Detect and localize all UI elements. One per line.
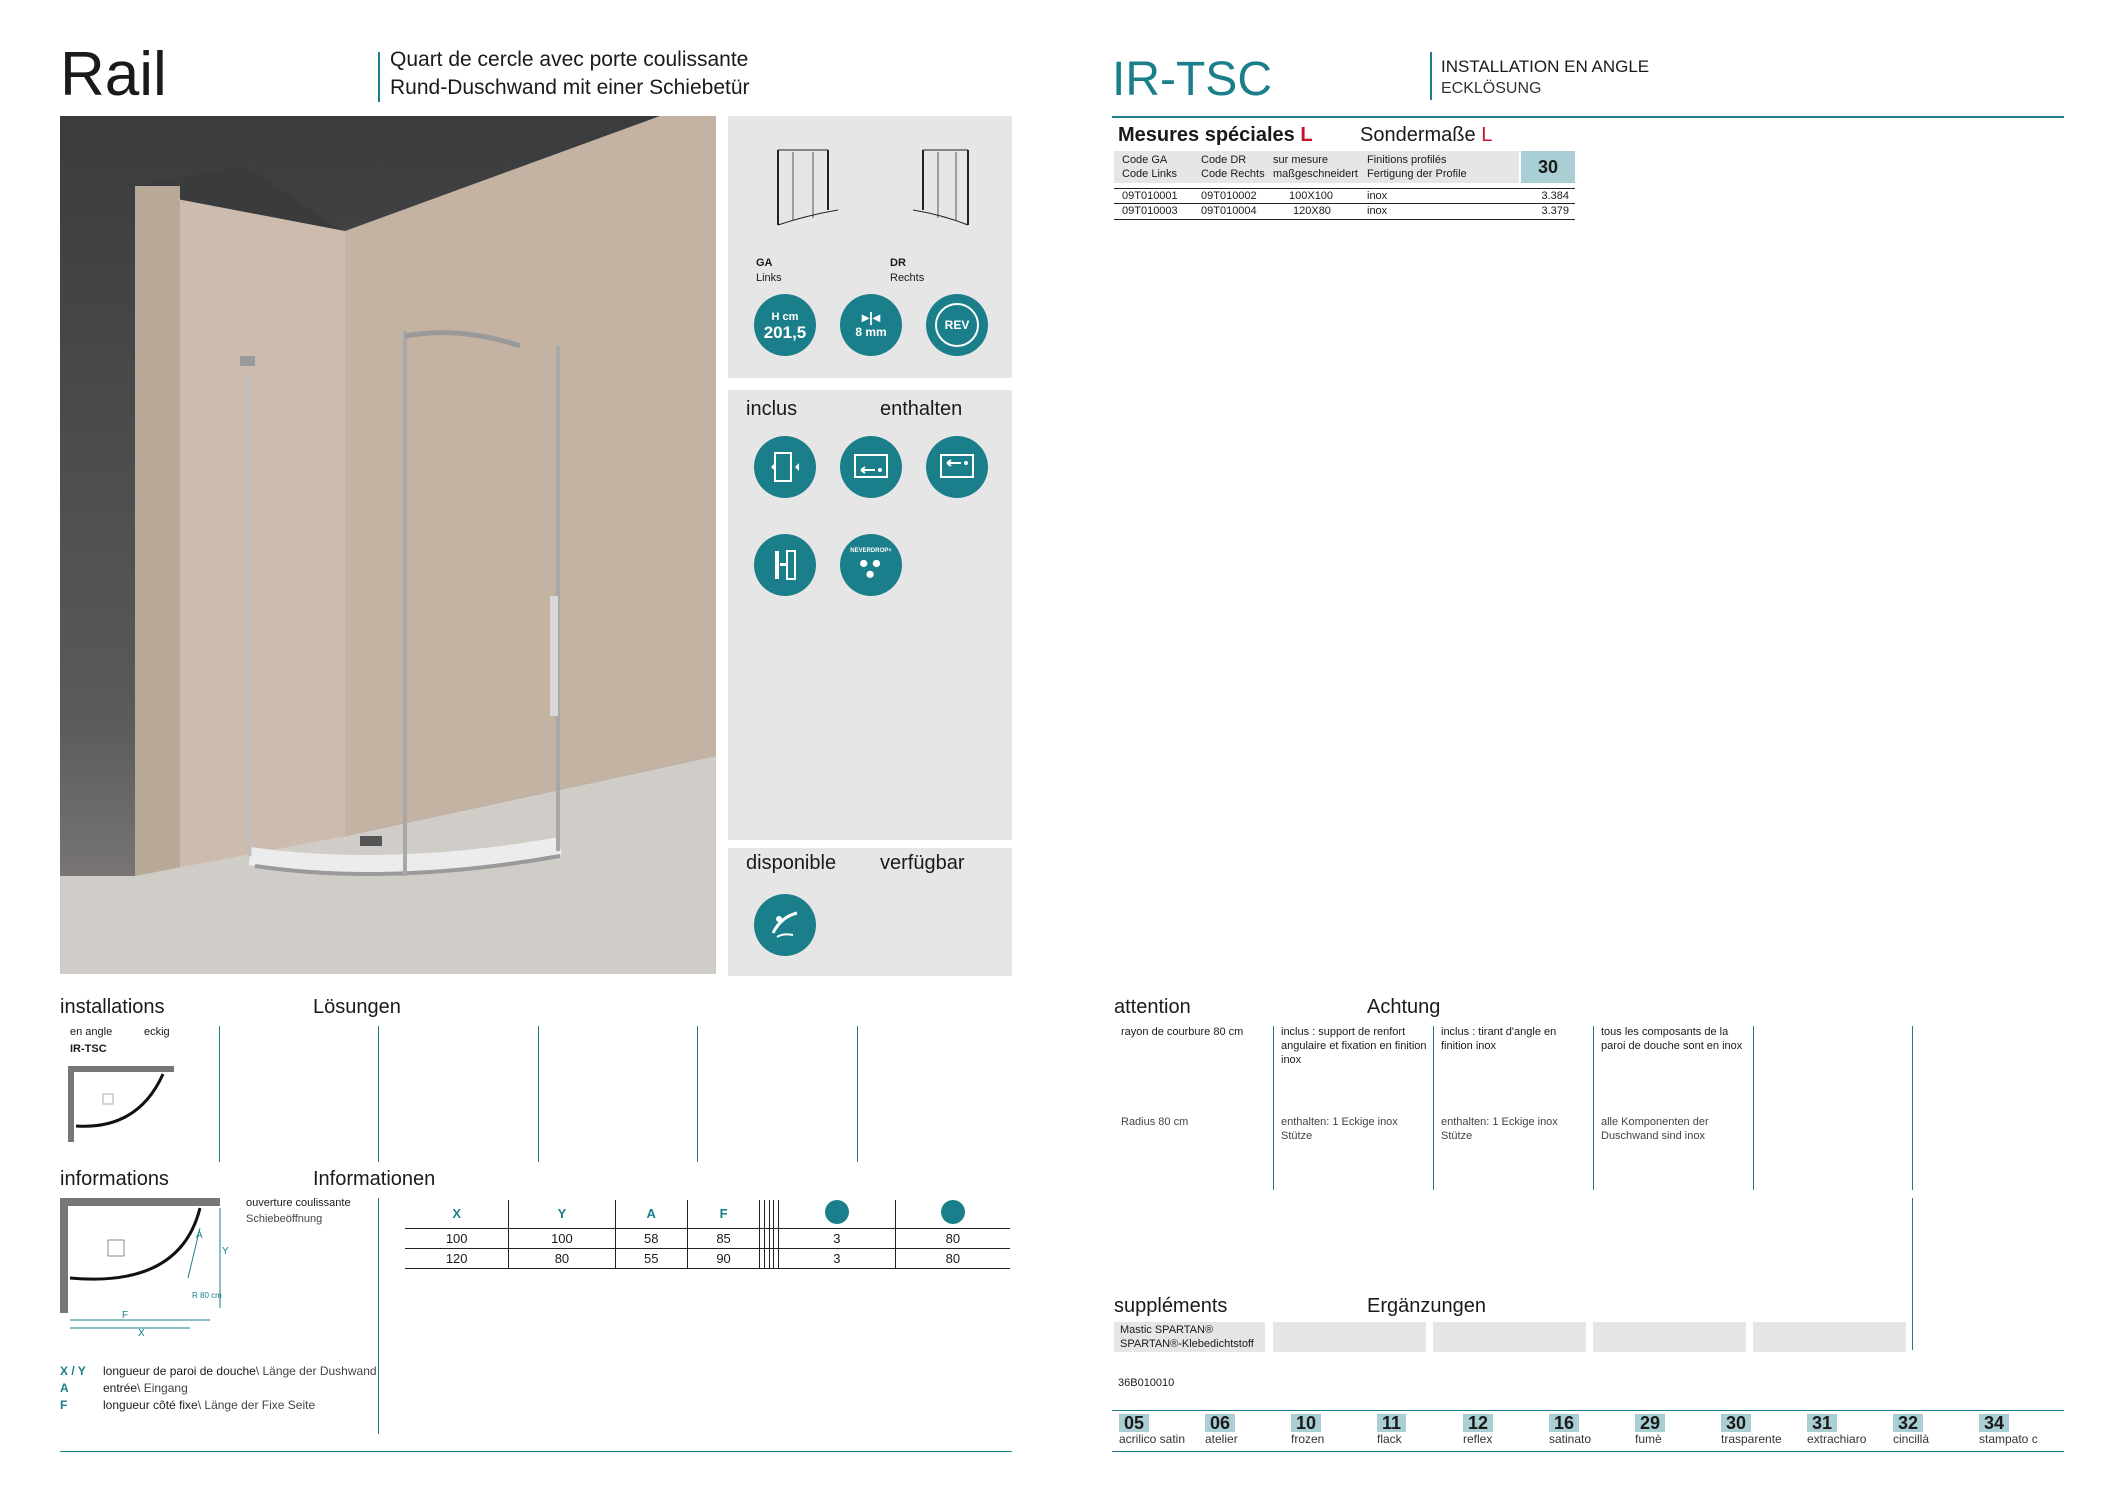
finish-number: 31	[1807, 1414, 1837, 1432]
reversible-icon	[926, 294, 988, 356]
col-y: Y	[509, 1200, 615, 1228]
mesures-title-de	[1360, 124, 1492, 147]
col-a: A	[615, 1200, 687, 1228]
title-divider	[378, 52, 380, 102]
attention-de: enthalten: 1 Eckige inox Stütze	[1441, 1116, 1558, 1142]
attention-fr: rayon de courbure 80 cm	[1121, 1026, 1244, 1038]
height-icon-value: 201,5	[763, 323, 807, 342]
glass-thickness-icon: ▸|◂ 8 mm	[840, 294, 902, 356]
cell: 120X80	[1293, 205, 1331, 217]
right-header-line	[1112, 116, 2064, 118]
mesures-de-suffix: L	[1481, 124, 1493, 146]
orientation-ga-label: Links	[756, 272, 782, 284]
profile-wall-icon	[840, 436, 902, 498]
install-divider-1	[219, 1026, 220, 1162]
left-orientation-icon	[768, 140, 848, 240]
col-f: F	[687, 1200, 759, 1228]
supplement-slot-2	[1273, 1322, 1426, 1352]
diagram-label-y: Y	[222, 1246, 229, 1257]
neverdrop-label: NEVERDROP+	[850, 548, 892, 554]
finish-code-cell: 30	[1521, 151, 1575, 183]
shower-enclosure-image	[60, 116, 716, 974]
finish-label: acrilico satin	[1119, 1432, 1186, 1446]
orientation-ga-code: GA	[756, 257, 773, 269]
attention-de: enthalten: 1 Eckige inox Stütze	[1281, 1116, 1398, 1142]
finish-number: 34	[1979, 1414, 2009, 1432]
supplements-divider	[1912, 1198, 1913, 1350]
attention-fr: inclus : tirant d'angle en finition inox	[1441, 1026, 1557, 1052]
legend-de: \ Länge der Fixe Seite	[197, 1398, 316, 1412]
table-row	[1114, 188, 1575, 204]
attention-divider-5	[1912, 1026, 1913, 1190]
cleaning-icon	[754, 894, 816, 956]
install-type-fr: INSTALLATION EN ANGLE	[1441, 57, 1650, 76]
cell: 80	[895, 1248, 1010, 1268]
finishes-top-line	[1112, 1410, 2064, 1411]
finish-number: 06	[1205, 1414, 1235, 1432]
th-line2: Code Links	[1122, 168, 1178, 180]
mesures-de-text: Sondermaße	[1360, 124, 1476, 146]
finish-label: flack	[1377, 1432, 1402, 1446]
col-glass-icon	[778, 1200, 895, 1228]
dimension-diagram	[60, 1198, 240, 1338]
finish-label: fumè	[1635, 1432, 1662, 1446]
table-row	[405, 1248, 1010, 1268]
disponible-title-de: verfügbar	[880, 852, 965, 874]
attention-col-1	[1121, 1025, 1271, 1129]
height-icon-unit: H cm	[771, 311, 799, 323]
attention-de: Radius 80 cm	[1121, 1116, 1189, 1128]
legend-key: F	[60, 1398, 68, 1412]
install-divider-3	[538, 1026, 539, 1162]
finish-number: 30	[1721, 1414, 1751, 1432]
mesures-fr-suffix: L	[1300, 124, 1313, 146]
cell: 120	[445, 1250, 468, 1266]
neverdrop-icon	[840, 534, 902, 596]
supplement-code: 36B010010	[1118, 1377, 1175, 1389]
th-line1: Code GA	[1122, 154, 1168, 166]
finish-label: cincillà	[1893, 1432, 1930, 1446]
attention-title-fr: attention	[1114, 996, 1191, 1018]
finish-number: 11	[1377, 1414, 1406, 1432]
installations-title-de: Lösungen	[313, 996, 401, 1018]
profile-corner-icon	[926, 436, 988, 498]
legend-row	[60, 1398, 380, 1413]
finish-number: 12	[1463, 1414, 1493, 1432]
finish-label: frozen	[1291, 1432, 1325, 1446]
opening-de: Schiebeöffnung	[246, 1213, 323, 1225]
cell: 09T010002	[1201, 190, 1257, 202]
legend-de: \ Eingang	[137, 1381, 188, 1395]
cell: 100	[445, 1230, 468, 1246]
orientation-dr-code: DR	[890, 257, 906, 269]
cell: 55	[615, 1248, 687, 1268]
cell: 80	[509, 1248, 615, 1268]
info-table	[405, 1200, 1010, 1269]
install-corner-diagram	[68, 1066, 178, 1146]
cell: 80	[895, 1228, 1010, 1248]
cell: 3	[778, 1228, 895, 1248]
supplement-slot-3	[1433, 1322, 1586, 1352]
legend-fr: longueur de paroi de douche	[103, 1364, 256, 1378]
installations-title-fr: installations	[60, 996, 165, 1018]
install-divider-2	[378, 1026, 379, 1162]
legend-key: X / Y	[60, 1364, 86, 1378]
legend-row	[60, 1364, 380, 1379]
supplement-slot-5	[1753, 1322, 1906, 1352]
attention-col-4	[1601, 1025, 1751, 1143]
finish-number: 29	[1635, 1414, 1665, 1432]
cell: 3	[778, 1248, 895, 1268]
disponible-panel	[728, 848, 1012, 976]
attention-col-2	[1281, 1025, 1431, 1143]
diagram-label-f: F	[122, 1310, 129, 1321]
legend-de: \ Länge der Dushwand	[255, 1364, 377, 1378]
legend-fr: entrée	[103, 1381, 138, 1395]
install-divider-5	[857, 1026, 858, 1162]
col-weight-icon	[895, 1200, 1010, 1228]
finish-number: 05	[1119, 1414, 1149, 1432]
th-line2: maßgeschneidert	[1273, 168, 1358, 180]
th-finish	[1367, 153, 1467, 181]
subtitle-fr: Quart de cercle avec porte coulissante	[390, 48, 749, 71]
attention-divider-3	[1593, 1026, 1594, 1190]
attention-de: alle Komponenten der Duschwand sind inox	[1601, 1116, 1709, 1142]
code-divider	[1430, 52, 1432, 100]
th-code-dr	[1201, 153, 1265, 181]
right-orientation-icon	[908, 140, 988, 240]
page-title: Rail	[60, 40, 167, 109]
cell: 58	[615, 1228, 687, 1248]
cell: 3.379	[1541, 205, 1569, 217]
supplement-fr: Mastic SPARTAN®	[1120, 1324, 1214, 1336]
attention-fr: tous les composants de la paroi de douche sont en inox	[1601, 1026, 1743, 1052]
cell: inox	[1367, 190, 1388, 202]
thickness-value: 8	[855, 325, 862, 339]
legend-fr: longueur côté fixe	[103, 1398, 198, 1412]
install-item-de: eckig	[144, 1026, 170, 1038]
cell: 09T010003	[1122, 205, 1178, 217]
orientation-panel	[728, 116, 1012, 378]
finish-label: trasparente	[1721, 1432, 1782, 1446]
subtitle-de: Rund-Duschwand mit einer Schiebetür	[390, 76, 750, 99]
th-line1: Code DR	[1201, 154, 1247, 166]
left-footer-line	[60, 1451, 1012, 1452]
opening-fr: ouverture coulissante	[246, 1197, 351, 1209]
informations-title-fr: informations	[60, 1168, 169, 1190]
th-line1: Finitions profilés	[1367, 154, 1447, 166]
cell: 09T010004	[1201, 205, 1257, 217]
finish-label: reflex	[1463, 1432, 1493, 1446]
th-line2: Fertigung der Profile	[1367, 168, 1467, 180]
legend-key: A	[60, 1381, 69, 1395]
supplement-slot-4	[1593, 1322, 1746, 1352]
dimension-legend	[60, 1364, 380, 1413]
inclus-panel	[728, 390, 1012, 840]
sliding-door-icon	[754, 436, 816, 498]
finish-number: 32	[1893, 1414, 1923, 1432]
th-line1: sur mesure	[1273, 154, 1329, 166]
thickness-unit: mm	[865, 325, 887, 339]
attention-col-3	[1441, 1025, 1591, 1143]
attention-divider-2	[1433, 1026, 1434, 1190]
reversible-label: REV	[935, 303, 979, 347]
th-line2: Code Rechts	[1201, 168, 1265, 180]
install-type-de: ECKLÖSUNG	[1441, 80, 1542, 97]
right-footer-line	[1112, 1451, 2064, 1452]
legend-row	[60, 1381, 380, 1396]
finish-label: extrachiaro	[1807, 1432, 1867, 1446]
finish-number: 16	[1549, 1414, 1579, 1432]
handle-icon	[754, 534, 816, 596]
mesures-title-fr	[1118, 124, 1313, 147]
finish-label: stampato c	[1979, 1432, 2038, 1446]
cell: inox	[1367, 205, 1388, 217]
finish-label: satinato	[1549, 1432, 1592, 1446]
orientation-dr-label: Rechts	[890, 272, 925, 284]
mesures-fr-text: Mesures spéciales	[1118, 124, 1295, 146]
col-x: X	[452, 1206, 461, 1222]
cell: 100	[509, 1228, 615, 1248]
cell: 85	[687, 1228, 759, 1248]
height-icon	[754, 294, 816, 356]
th-size	[1273, 153, 1358, 181]
finish-label: atelier	[1205, 1432, 1238, 1446]
cell: 100X100	[1289, 190, 1334, 202]
install-divider-4	[697, 1026, 698, 1162]
diagram-label-radius: R 80 cm	[192, 1291, 222, 1300]
supplement-item	[1114, 1322, 1265, 1352]
disponible-title-fr: disponible	[746, 852, 837, 874]
diagram-label-a: A	[196, 1230, 203, 1241]
supplement-de: SPARTAN®-Klebedichtstoff	[1120, 1338, 1254, 1350]
attention-title-de: Achtung	[1367, 996, 1441, 1018]
cell: 09T010001	[1122, 190, 1178, 202]
informations-title-de: Informationen	[313, 1168, 436, 1190]
table-row	[1114, 204, 1575, 220]
attention-fr: inclus : support de renfort angulaire et fixation en finition inox	[1281, 1026, 1427, 1066]
cell: 3.384	[1541, 190, 1569, 202]
product-code: IR-TSC	[1112, 53, 1272, 106]
install-item-fr: en angle	[70, 1026, 113, 1038]
diagram-label-x: X	[138, 1328, 145, 1338]
attention-divider-4	[1753, 1026, 1754, 1190]
finish-number: 10	[1291, 1414, 1321, 1432]
supplements-title-de: Ergänzungen	[1367, 1295, 1486, 1317]
cell: 90	[687, 1248, 759, 1268]
inclus-title-fr: inclus	[746, 398, 798, 420]
inclus-title-de: enthalten	[880, 398, 963, 420]
attention-divider-1	[1273, 1026, 1274, 1190]
product-photo	[60, 116, 716, 974]
th-code-ga	[1122, 153, 1177, 181]
table-row	[405, 1228, 1010, 1248]
install-item-code: IR-TSC	[70, 1043, 107, 1055]
supplements-title-fr: suppléments	[1114, 1295, 1228, 1317]
